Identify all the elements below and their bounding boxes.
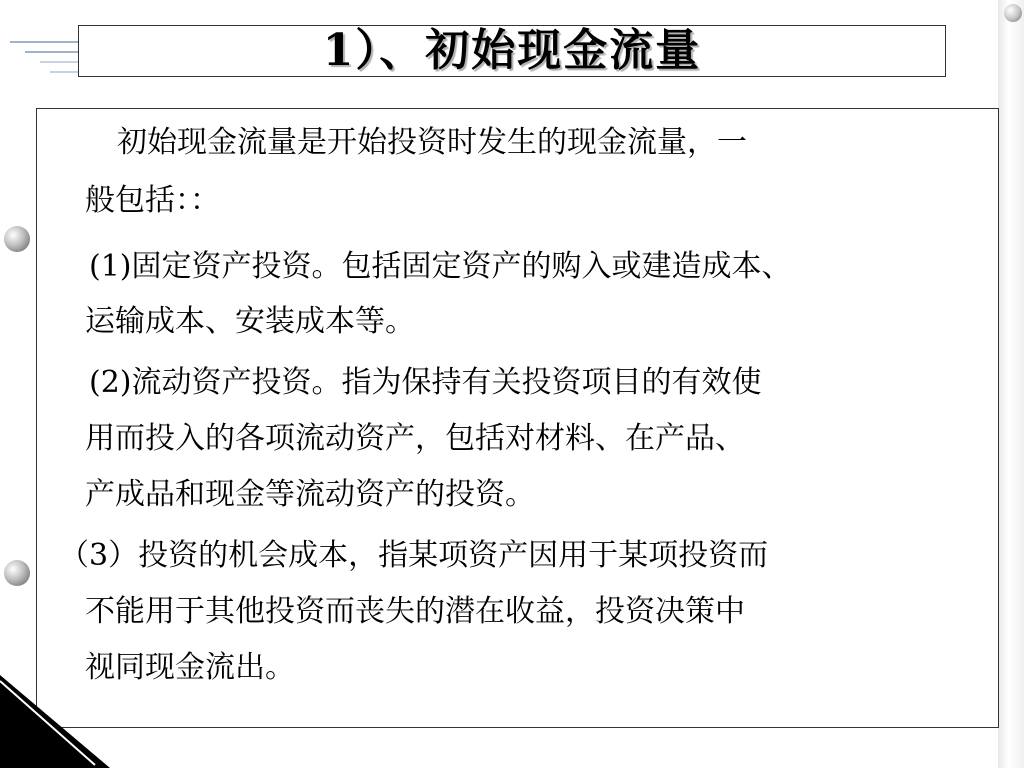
right-decorative-rail [998,0,1024,768]
item-1-line-2: 运输成本、安装成本等。 [85,304,415,339]
slide-title: 1）、初始现金流量 [322,25,702,76]
item-3-line-1: （3）投资的机会成本，指某项资产因用于某项投资而 [59,538,769,573]
rail-sphere-icon [1004,4,1022,22]
sphere-bullet-icon [4,560,30,586]
intro-line-2: 般包括：： [85,183,220,218]
content-panel [36,108,999,728]
item-1-line-1: (1)固定资产投资。包括固定资产的购入或建造成本、 [89,249,792,284]
sphere-bullet-icon [4,226,30,252]
item-3-line-2: 不能用于其他投资而丧失的潜在收益，投资决策中 [85,594,745,629]
item-2-line-2: 用而投入的各项流动资产，包括对材料、在产品、 [85,421,745,456]
item-3-line-3: 视同现金流出。 [85,650,295,685]
title-banner [78,25,946,77]
item-2-line-3: 产成品和现金等流动资产的投资。 [85,477,535,512]
corner-triangle-decoration [0,675,110,768]
intro-line-1: 初始现金流量是开始投资时发生的现金流量，一 [117,125,747,160]
item-2-line-1: (2)流动资产投资。指为保持有关投资项目的有效使 [89,365,762,400]
